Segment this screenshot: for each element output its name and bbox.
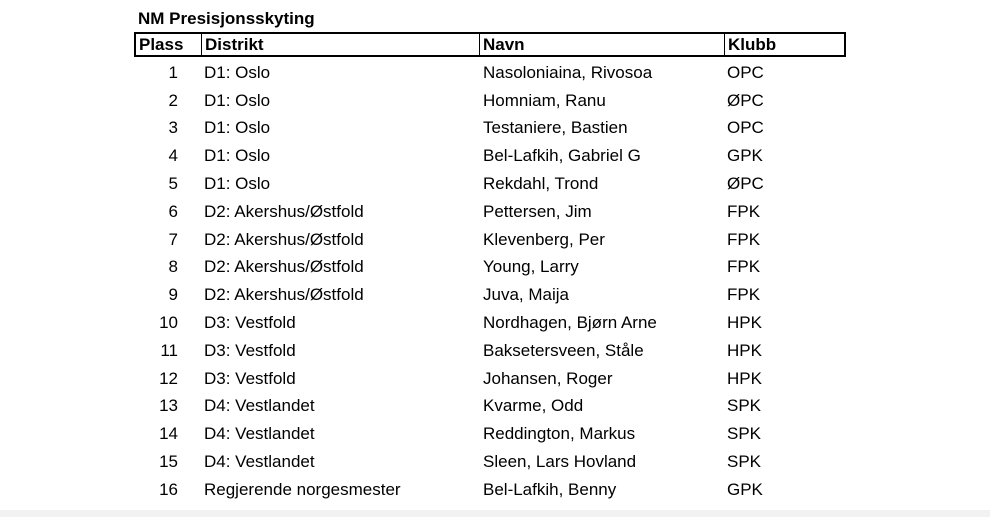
bottom-band <box>0 510 990 517</box>
cell-klubb: HPK <box>727 313 762 333</box>
cell-distrikt: D1: Oslo <box>204 174 271 194</box>
cell-navn: Baksetersveen, Ståle <box>483 340 644 360</box>
cell-distrikt: D3: Vestfold <box>204 313 296 333</box>
table-row <box>134 254 846 282</box>
cell-klubb: GPK <box>727 146 763 166</box>
cell-klubb: SPK <box>727 424 762 444</box>
table-row <box>134 170 846 198</box>
cell-navn: Nordhagen, Bjørn Arne <box>483 313 657 333</box>
table-row <box>134 142 846 170</box>
cell-navn: Rekdahl, Trond <box>483 174 599 194</box>
cell-distrikt: D3: Vestfold <box>204 340 296 360</box>
cell-plass: 7 <box>168 229 178 249</box>
cell-distrikt: D1: Oslo <box>204 146 271 166</box>
cell-klubb: OPC <box>727 118 764 138</box>
cell-klubb: FPK <box>727 257 761 277</box>
cell-navn: Bel-Lafkih, Benny <box>483 479 617 499</box>
cell-klubb: ØPC <box>727 174 764 194</box>
table-row <box>134 309 846 337</box>
cell-plass: 4 <box>168 146 178 166</box>
table-header <box>134 32 846 57</box>
table-row <box>134 87 846 115</box>
table-row <box>134 393 846 421</box>
cell-navn: Pettersen, Jim <box>483 201 592 221</box>
cell-plass: 1 <box>168 62 178 82</box>
cell-plass: 16 <box>159 479 178 499</box>
table-row <box>134 337 846 365</box>
cell-plass: 3 <box>168 118 178 138</box>
cell-plass: 12 <box>159 368 178 388</box>
cell-distrikt: Regjerende norgesmester <box>204 479 401 499</box>
cell-navn: Bel-Lafkih, Gabriel G <box>483 146 641 166</box>
cell-distrikt: D4: Vestlandet <box>204 396 315 416</box>
table-row <box>134 281 846 309</box>
header-navn: Navn <box>480 34 725 55</box>
cell-distrikt: D2: Akershus/Østfold <box>204 229 364 249</box>
cell-navn: Klevenberg, Per <box>483 229 605 249</box>
table-row <box>134 420 846 448</box>
table-row <box>134 115 846 143</box>
cell-navn: Sleen, Lars Hovland <box>483 452 637 472</box>
cell-plass: 8 <box>168 257 178 277</box>
cell-klubb: SPK <box>727 396 762 416</box>
cell-distrikt: D1: Oslo <box>204 118 271 138</box>
cell-klubb: HPK <box>727 340 762 360</box>
header-distrikt: Distrikt <box>202 34 480 55</box>
cell-navn: Reddington, Markus <box>483 424 636 444</box>
cell-navn: Young, Larry <box>483 257 579 277</box>
cell-klubb: FPK <box>727 285 761 305</box>
table-row <box>134 226 846 254</box>
cell-navn: Nasoloniaina, Rivosoa <box>483 62 653 82</box>
cell-distrikt: D4: Vestlandet <box>204 452 315 472</box>
cell-distrikt: D1: Oslo <box>204 62 271 82</box>
cell-distrikt: D2: Akershus/Østfold <box>204 285 364 305</box>
cell-navn: Testaniere, Bastien <box>483 118 628 138</box>
cell-plass: 6 <box>168 201 178 221</box>
header-plass: Plass <box>136 34 202 55</box>
cell-navn: Johansen, Roger <box>483 368 613 388</box>
cell-plass: 13 <box>159 396 178 416</box>
cell-distrikt: D2: Akershus/Østfold <box>204 201 364 221</box>
cell-plass: 2 <box>168 90 178 110</box>
cell-klubb: FPK <box>727 201 761 221</box>
table-row <box>134 198 846 226</box>
table-row <box>134 476 846 504</box>
cell-plass: 15 <box>159 452 178 472</box>
table-body <box>134 59 846 504</box>
cell-plass: 9 <box>168 285 178 305</box>
table-row <box>134 448 846 476</box>
table-row <box>134 59 846 87</box>
cell-plass: 10 <box>159 313 178 333</box>
cell-navn: Juva, Maija <box>483 285 569 305</box>
cell-klubb: SPK <box>727 452 762 472</box>
cell-distrikt: D1: Oslo <box>204 90 271 110</box>
cell-navn: Kvarme, Odd <box>483 396 584 416</box>
cell-navn: Homniam, Ranu <box>483 90 606 110</box>
cell-klubb: HPK <box>727 368 762 388</box>
cell-plass: 5 <box>168 174 178 194</box>
page-title: NM Presisjonsskyting <box>138 9 315 28</box>
cell-distrikt: D2: Akershus/Østfold <box>204 257 364 277</box>
table-row <box>134 365 846 393</box>
cell-distrikt: D3: Vestfold <box>204 368 296 388</box>
cell-klubb: GPK <box>727 479 763 499</box>
cell-plass: 14 <box>159 424 178 444</box>
cell-klubb: OPC <box>727 62 764 82</box>
cell-klubb: ØPC <box>727 90 764 110</box>
cell-klubb: FPK <box>727 229 761 249</box>
header-klubb: Klubb <box>728 35 777 54</box>
cell-plass: 11 <box>160 340 178 360</box>
cell-distrikt: D4: Vestlandet <box>204 424 315 444</box>
